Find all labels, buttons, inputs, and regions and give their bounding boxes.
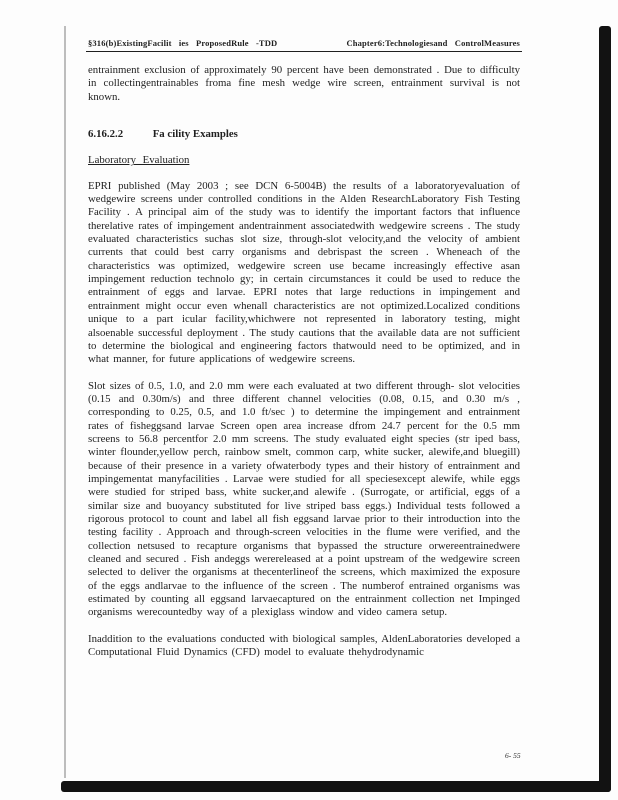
section-title: Fa cility Examples [152,128,238,141]
section-number: 6.16.2.2 [88,128,124,141]
paragraph-entrainment-exclusion: entrainment exclusion of approximately 90 percent have been demonstrated . Due to difficulty in collectingentrainables froma fine mesh wedge wire screen, entrainment survival is not known. [88,64,520,103]
paragraph-epri-study: EPRI published (May 2003 ; see DCN 6-5004B) the results of a laboratoryevaluation of wedgewire screens under controlled conditions in the Alden ResearchLaboratory Fish Testing Facility . A principal aim of the study was to identify the important factors that influence therelative rates of impingement andentrainment associatedwith wedgewire screens . The study evaluated characteristics suchas slot size, through-slot velocity,and the velocity of ambient currents that could best carry organisms and debrispast the screen . Wheneach of the characteristics was optimized, wedgewire screen use became increasingly effective asan impingement reduction technolo gy; in certain circumstances it could be used to reduce the entrainment of eggs and larvae. EPRI notes that large reductions in impingement and entrainment might occur even whenall characteristics are not optimized.Localized conditions unique to a part icular facility,whichwere not represented in laboratory testing, might alsoenable successful deployment . The study cautions that the available data are not sufficient to determine the biological and engineering factors thatwould need to be optimized, and in what manner, for future applications of wedgewire screens. [88,179,520,366]
page-number: 6- 55 [505,751,521,760]
scan-edge-right [599,26,611,792]
header-rule [86,51,522,52]
section-heading [88,128,520,141]
header-right-text: Chapter6:Technologiesand ControlMeasures [346,38,520,48]
paragraph-cfd-model: Inaddition to the evaluations conducted with biological samples, AldenLaboratories developed a Computational Fluid Dynamics (CFD) model to evaluate thehydrodynamic [88,632,520,659]
page-header [88,38,520,48]
header-left-text: §316(b)ExistingFacilit ies ProposedRule -TDD [88,38,278,48]
subheading-laboratory-evaluation: Laboratory Evaluation [88,154,190,167]
document-body [88,64,520,672]
scan-edge-left [64,26,66,778]
scan-edge-bottom [61,781,611,792]
paragraph-slot-sizes: Slot sizes of 0.5, 1.0, and 2.0 mm were each evaluated at two different through- slot velocities (0.15 and 0.30m/s) and three different channel velocities (0.08, 0.15, and 0.30 m/s , corresponding to 0.25, 0.5, and 1.0 ft/sec ) to determine the impingement and entrainment rates of fisheggsand larvae Screen open area increase dfrom 24.7 percent for the 0.5 mm screens to 56.8 percentfor 2.0 mm screens. The study evaluated eight species (str iped bass, winter flounder,yellow perch, rainbow smelt, common carp, white sucker, alewife,and bluegill) because of their presence in a variety ofwaterbody types and their history of entrainment and impingementat manyfacilities . Larvae were studied for all speciesexcept alewife, while eggs were studied for striped bass, white sucker,and alewife . (Surrogate, or artificial, eggs of a similar size and buoyancy substituted for live striped bass eggs.) Individual tests followed a rigorous protocol to count and label all fish eggsand larvae prior to their introduction into the testing facility . Approach and through-screen velocities in the flume were verified, and the collection netsused to recapture organisms that bypassed the structure orwereentrainedwere cleaned and secured . Fish andeggs werereleased at a point upstream of the wedgewire screen selected to deliver the organisms at thecenterlineof the screens, which maximized the exposure of the eggs andlarvae to the influence of the screen . The numberof entrained organisms was estimated by counting all eggsand larvaecaptured on the entrainment collection net Impinged organisms werecountedby way of a plexiglass window and video camera setup. [88,379,520,619]
